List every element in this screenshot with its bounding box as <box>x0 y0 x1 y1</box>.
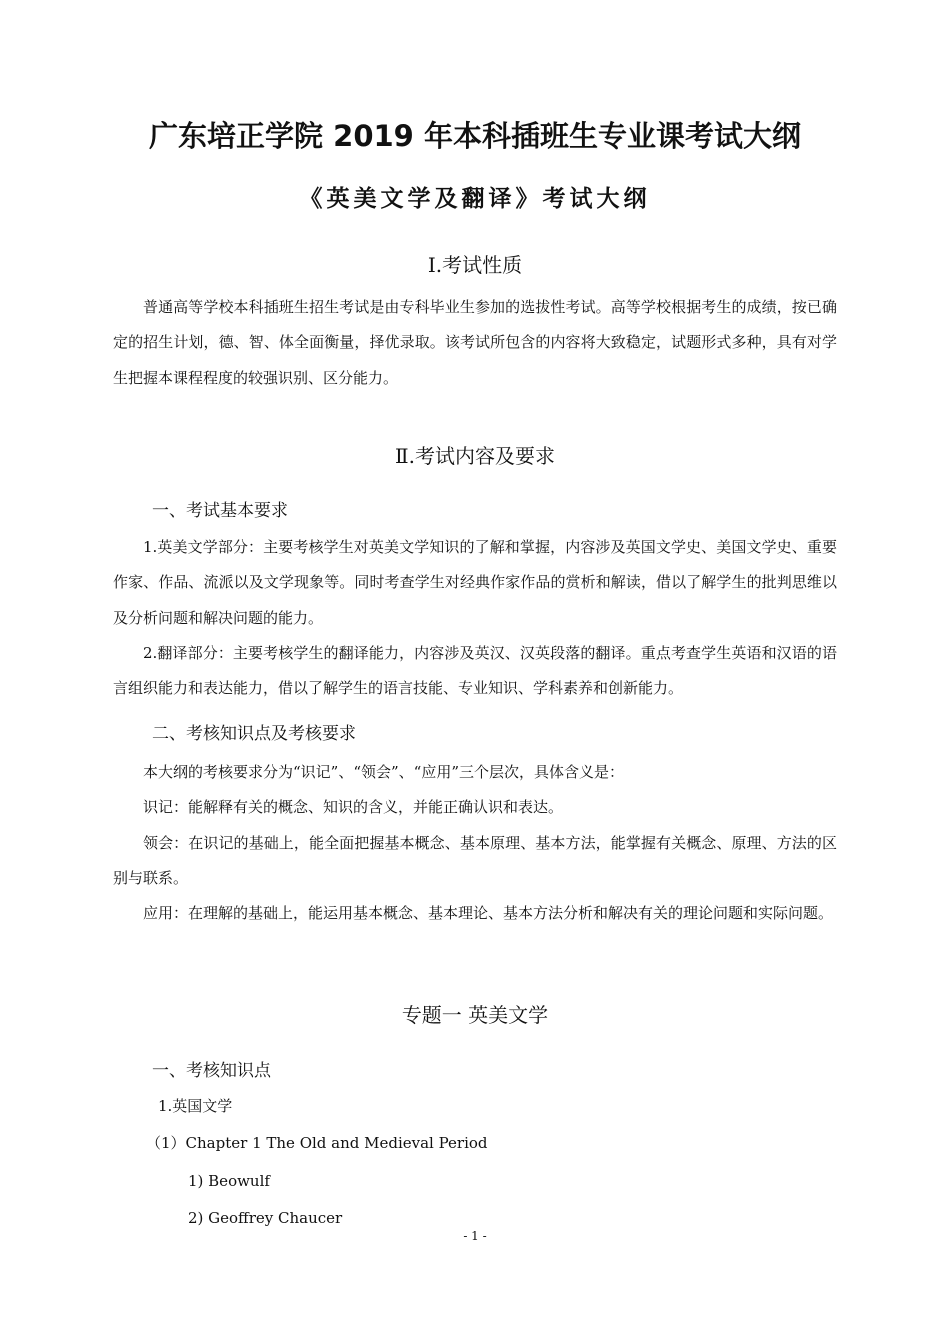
list-item-british-literature: 1.英国文学 <box>158 1097 233 1115</box>
section-heading-content: Ⅱ.考试内容及要求 <box>395 444 555 468</box>
document-subtitle: 《英美文学及翻译》考试大纲 <box>299 186 651 212</box>
subheading-knowledge-points: 二、考核知识点及考核要求 <box>152 724 356 744</box>
section-paragraph-nature: 普通高等学校本科插班生招生考试是由专科毕业生参加的选拔性考试。高等学校根据考生的成绩，按已确定的招生计划，德、智、体全面衡量，择优录取。该考试所包含的内容将大致稳定，试题形式多种，具有对学生把握本课程程度的较强识别、区分能力。 <box>113 298 837 387</box>
level-understand: 领会：在识记的基础上，能全面把握基本概念、基本原理、基本方法，能掌握有关概念、原理、方法的区别与联系。 <box>113 834 837 888</box>
list-item-chapter-1: （1）Chapter 1 The Old and Medieval Period <box>146 1134 488 1152</box>
requirement-literature: 1.英美文学部分：主要考核学生对英美文学知识的了解和掌握，内容涉及英国文学史、美国文学史、重要作家、作品、流派以及文学现象等。同时考查学生对经典作家作品的赏析和解读，借以了解学生的批判思维以及分析问题和解决问题的能力。 <box>113 538 837 627</box>
list-item-beowulf: 1) Beowulf <box>188 1172 270 1190</box>
list-item-chaucer: 2) Geoffrey Chaucer <box>188 1209 343 1227</box>
page-number: - 1 - <box>463 1229 487 1243</box>
level-apply: 应用：在理解的基础上，能运用基本概念、基本理论、基本方法分析和解决有关的理论问题和实际问题。 <box>143 904 834 922</box>
subheading-exam-points: 一、考核知识点 <box>152 1061 271 1081</box>
section-heading-nature: Ⅰ.考试性质 <box>427 253 523 277</box>
document-title: 广东培正学院 2019 年本科插班生专业课考试大纲 <box>149 119 801 153</box>
subheading-basic-requirements: 一、考试基本要求 <box>152 501 288 521</box>
topic-heading: 专题一 英美文学 <box>401 1003 549 1027</box>
level-recall: 识记：能解释有关的概念、知识的含义，并能正确认识和表达。 <box>143 798 564 816</box>
levels-intro: 本大纲的考核要求分为“识记”、“领会”、“应用”三个层次，具体含义是： <box>143 763 625 781</box>
requirement-translation: 2.翻译部分：主要考核学生的翻译能力，内容涉及英汉、汉英段落的翻译。重点考查学生英语和汉语的语言组织能力和表达能力，借以了解学生的语言技能、专业知识、学科素养和创新能力。 <box>113 644 837 698</box>
